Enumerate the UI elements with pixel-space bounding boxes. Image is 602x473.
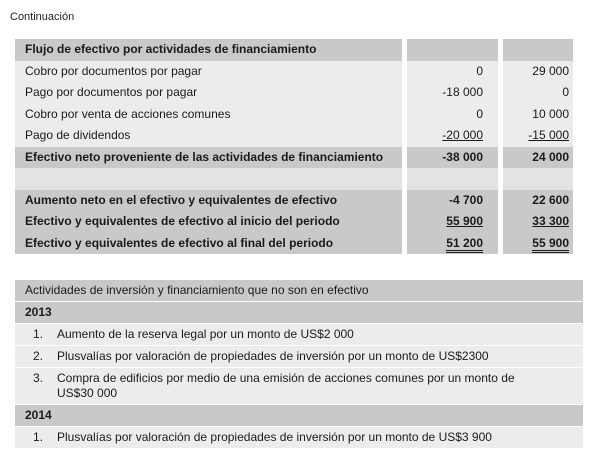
row-label: Efectivo neto proveniente de las actividades de financiamiento bbox=[15, 147, 402, 169]
value-2014: -15 000 bbox=[528, 128, 569, 142]
row-label: Efectivo y equivalentes de efectivo al final del periodo bbox=[15, 233, 402, 255]
value-2014: 24 000 bbox=[503, 147, 573, 169]
list-item bbox=[15, 427, 583, 448]
value-2013: -18 000 bbox=[407, 82, 498, 104]
row-label: Pago de dividendos bbox=[15, 125, 402, 147]
list-item bbox=[15, 346, 583, 367]
year-2013: 2013 bbox=[15, 302, 583, 323]
row-label: Pago por documentos por pagar bbox=[15, 82, 402, 104]
value-2013: 51 200 bbox=[446, 236, 483, 253]
continuation-label: Continuación bbox=[10, 11, 75, 23]
financing-header-row bbox=[15, 39, 583, 61]
item-number: 3. bbox=[32, 371, 43, 385]
item-text: Plusvalías por valoración de propiedades de inversión por un monto de US$3 900 bbox=[57, 430, 492, 444]
financing-table bbox=[15, 39, 583, 254]
table-row bbox=[15, 125, 583, 147]
year-2014: 2014 bbox=[15, 405, 583, 426]
value-2013: -20 000 bbox=[442, 128, 483, 142]
row-label: Efectivo y equivalentes de efectivo al inicio del periodo bbox=[15, 211, 402, 233]
noncash-header: Actividades de inversión y financiamiento que no son en efectivo bbox=[15, 280, 583, 301]
net-financing-row bbox=[15, 147, 583, 169]
value-2013: -38 000 bbox=[407, 147, 498, 169]
row-label: Cobro por documentos por pagar bbox=[15, 61, 402, 83]
value-2014: 22 600 bbox=[503, 190, 573, 212]
table-row bbox=[15, 82, 583, 104]
value-2014: 10 000 bbox=[503, 104, 573, 126]
item-number: 2. bbox=[32, 349, 43, 363]
item-text: Aumento de la reserva legal por un monto de US$2 000 bbox=[57, 327, 354, 341]
value-2014: 55 900 bbox=[532, 236, 569, 253]
table-row bbox=[15, 61, 583, 83]
summary-row bbox=[15, 190, 583, 212]
item-number: 1. bbox=[32, 430, 43, 444]
noncash-table bbox=[15, 280, 583, 448]
summary-row bbox=[15, 211, 583, 233]
list-item bbox=[15, 324, 583, 345]
value-2014: 33 300 bbox=[532, 214, 569, 228]
table-row bbox=[15, 104, 583, 126]
row-label: Cobro por venta de acciones comunes bbox=[15, 104, 402, 126]
value-2014: 0 bbox=[503, 82, 573, 104]
value-2013: 0 bbox=[407, 61, 498, 83]
value-2013: -4 700 bbox=[407, 190, 498, 212]
value-2013: 55 900 bbox=[446, 214, 483, 228]
item-text: Compra de edificios por medio de una emisión de acciones comunes por un monto de US$30 000 bbox=[57, 371, 515, 400]
item-number: 1. bbox=[32, 327, 43, 341]
financing-header: Flujo de efectivo por actividades de financiamiento bbox=[15, 39, 402, 61]
spacer-row bbox=[15, 168, 583, 190]
summary-row bbox=[15, 233, 583, 255]
list-item bbox=[15, 368, 583, 404]
row-label: Aumento neto en el efectivo y equivalentes de efectivo bbox=[15, 190, 402, 212]
value-2014: 29 000 bbox=[503, 61, 573, 83]
item-text: Plusvalías por valoración de propiedades de inversión por un monto de US$2300 bbox=[57, 349, 489, 363]
value-2013: 0 bbox=[407, 104, 498, 126]
